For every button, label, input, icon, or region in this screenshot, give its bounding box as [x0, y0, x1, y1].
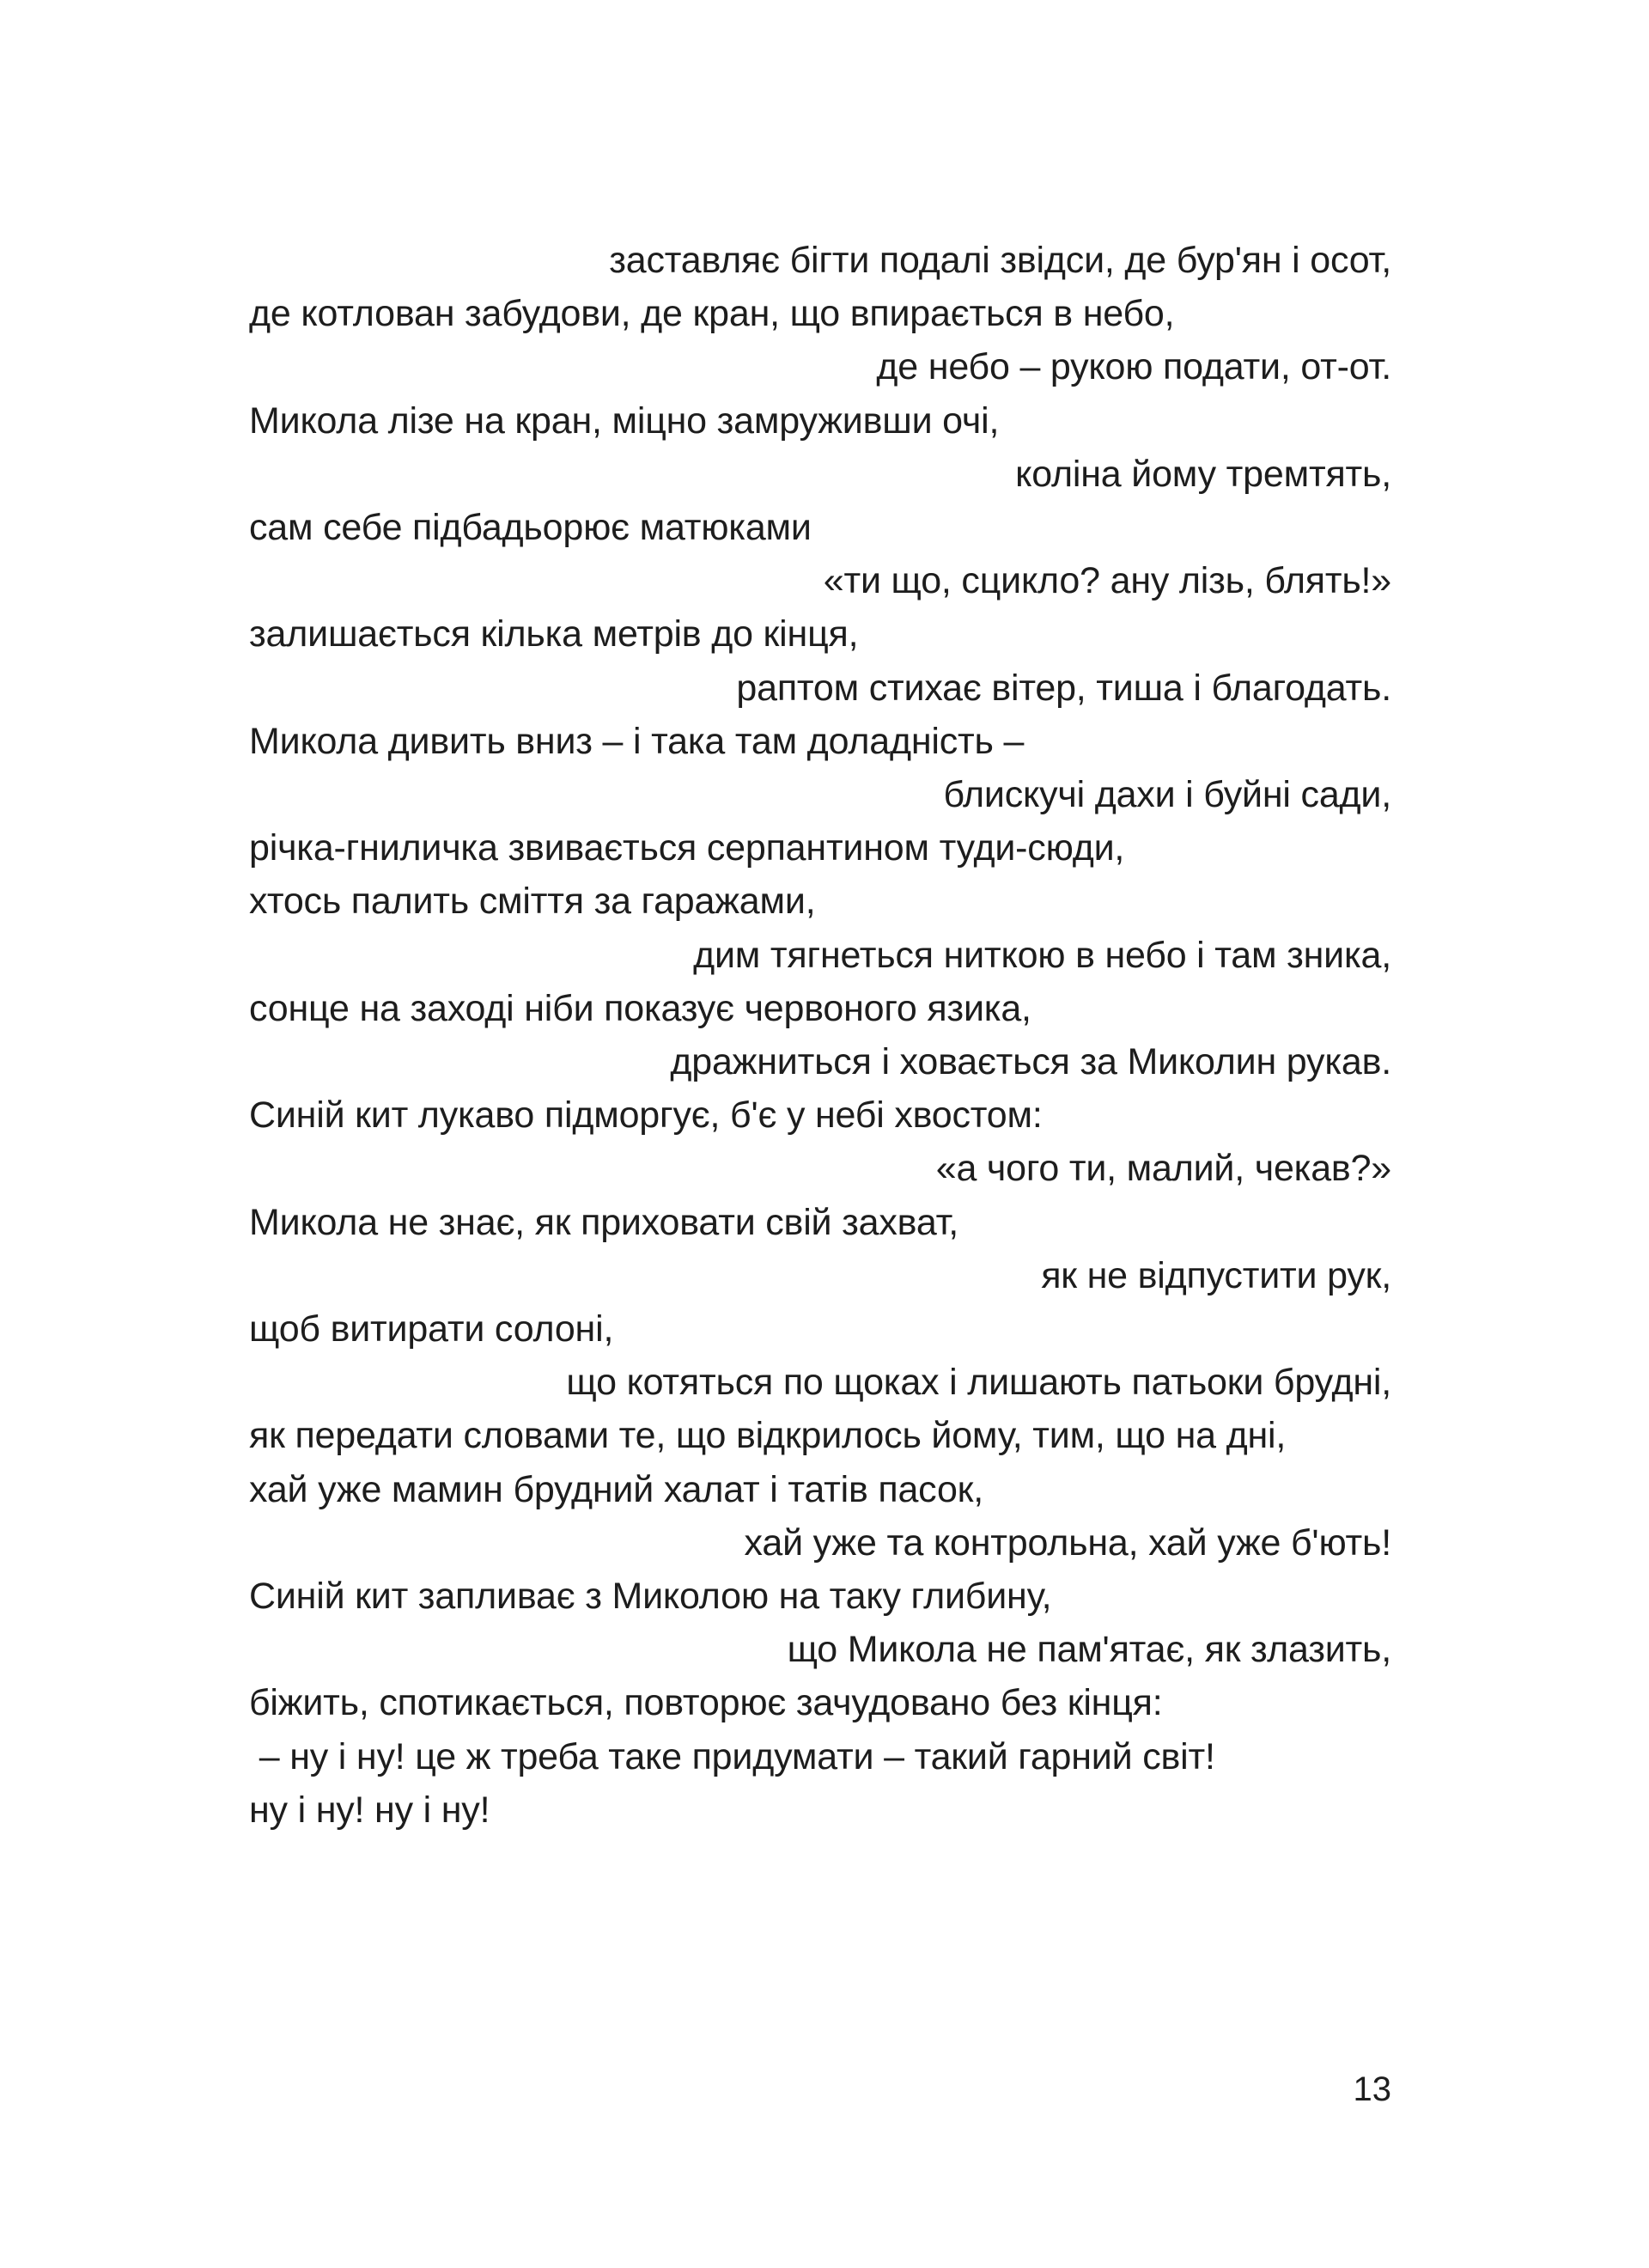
poem-line: хай уже та контрольна, хай уже б'ють!	[744, 1521, 1391, 1564]
poem-line: залишається кілька метрів до кінця,	[249, 613, 859, 655]
poem-line: як не відпустити рук,	[1041, 1254, 1391, 1296]
poem-line: – ну і ну! це ж треба таке придумати – такий гарний світ!	[249, 1735, 1215, 1777]
poem-line: раптом стихає вітер, тиша і благодать.	[736, 667, 1391, 709]
poem-line: Микола дивить вниз – і така там доладність –	[249, 720, 1025, 762]
poem-line: ну і ну! ну і ну!	[249, 1789, 490, 1831]
poem-line: Синій кит лукаво підморгує, б'є у небі хвостом:	[249, 1094, 1043, 1137]
poem-line: дражниться і ховається за Миколин рукав.	[670, 1041, 1391, 1083]
poem-line: біжить, спотикається, повторює зачудовано без кінця:	[249, 1682, 1163, 1724]
poem-line: заставляє бігти подалі звідси, де бур'ян і осот,	[609, 240, 1391, 281]
poem-line: Микола не знає, як приховати свій захват,	[249, 1201, 959, 1243]
poem-line: що котяться по щоках і лишають патьоки брудні,	[566, 1362, 1391, 1404]
poem-line: де небо – рукою подати, от-от.	[876, 346, 1391, 388]
poem-line: дим тягнеться ниткою в небо і там зника,	[693, 934, 1391, 976]
poem-line: Микола лізе на кран, міцно замруживши очі,	[249, 399, 1000, 442]
poem-line: де котлован забудови, де кран, що впирається в небо,	[249, 293, 1175, 335]
poem-line: сам себе підбадьорює матюками	[249, 507, 812, 549]
poem-line: сонце на заході ніби показує червоного язика,	[249, 987, 1031, 1029]
poem-line: «ти що, сцикло? ану лізь, блять!»	[823, 560, 1391, 602]
poem-line: «а чого ти, малий, чекав?»	[935, 1148, 1391, 1190]
poem-line: як передати словами те, що відкрилось йому, тим, що на дні,	[249, 1415, 1287, 1457]
poem-line: хтось палить сміття за гаражами,	[249, 881, 816, 923]
poem-line: щоб витирати солоні,	[249, 1308, 614, 1350]
poem-line: річка-гниличка звивається серпантином туди-сюди,	[249, 827, 1125, 869]
page-number: 13	[1353, 2070, 1391, 2108]
poem-line: блискучі дахи і буйні сади,	[943, 774, 1391, 816]
poem-text-block	[249, 234, 1391, 1837]
poem-line: що Микола не пам'ятає, як злазить,	[787, 1629, 1391, 1671]
poem-line: Синій кит запливає з Миколою на таку глибину,	[249, 1576, 1052, 1618]
poem-line: хай уже мамин брудний халат і татів пасок,	[249, 1468, 984, 1510]
poem-line: коліна йому тремтять,	[1015, 453, 1391, 495]
